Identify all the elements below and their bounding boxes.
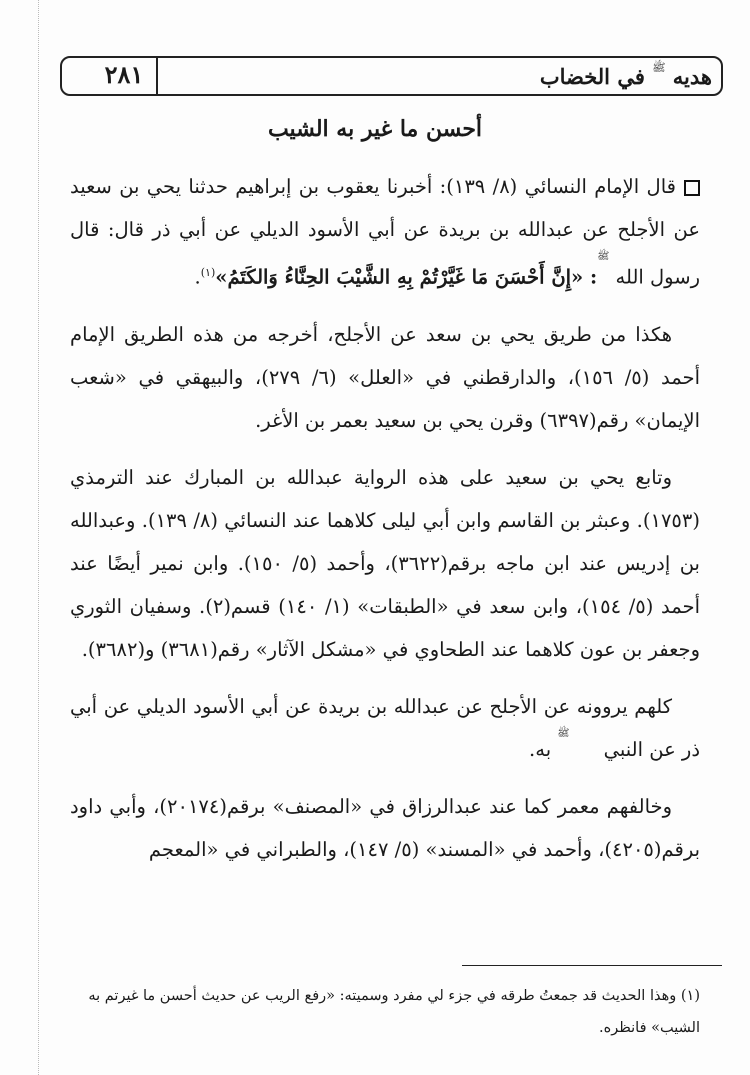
body-text: [70, 165, 700, 885]
square-bullet-icon: [684, 180, 700, 196]
footnote-reference: (١): [200, 266, 216, 279]
paragraph-1: [70, 165, 700, 299]
running-head-text: هديه: [672, 64, 712, 89]
running-head: [540, 62, 712, 92]
honorific-icon: ﷺ: [652, 61, 666, 74]
paragraph-4-text: كلهم يروونه عن الأجلح عن عبدالله بن بريدة عن أبي الأسود الديلي عن أبي ذر عن النبي: [70, 694, 700, 761]
paragraph-2: هكذا من طريق يحي بن سعد عن الأجلح، أخرجه من هذه الطريق الإمام أحمد (٥/ ١٥٦)، والدارقطني في «العلل» (٦/ ٢٧٩)، والبيهقي في «شعب الإيمان» رقم(٦٣٩٧) وقرن يحي بن سعيد بعمر بن الأغر.: [70, 322, 700, 432]
paragraph-4: [70, 685, 700, 771]
honorific-icon: ﷺ: [557, 727, 570, 739]
footnote: [70, 980, 700, 1044]
footnote-text: وهذا الحديث قد جمعتُ طرقه في جزء لي مفرد وسميته: «رفع الريب عن حديث أحسن ما غيرتم به الشيب» فانظره.: [88, 988, 700, 1036]
page-number: ٢٨١: [92, 58, 158, 94]
paragraph-3: وتابع يحي بن سعيد على هذه الرواية عبدالله بن المبارك عند الترمذي (١٧٥٣). وعبثر بن القاسم وابن أبي ليلى كلاهما عند النسائي (٨/ ١٣٩). وعبدالله بن إدريس عند ابن ماجه برقم(٣٦٢٢)، وأحمد (٥/ ١٥٠). وابن نمير أيضًا عند أحمد (٥/ ١٥٤)، وابن سعد في «الطبقات» (١/ ١٤٠) قسم(٢). وسفيان الثوري وجعفر بن عون كلاهما عند الطحاوي في «مشكل الآثار» رقم(٣٦٨١) و(٣٦٨٢).: [70, 465, 700, 661]
paragraph-1-text: قال الإمام النسائي (٨/ ١٣٩): أخبرنا يعقوب بن إبراهيم حدثنا يحي بن سعيد عن الأجلح عن عبدالله بن بريدة عن أبي الأسود الديلي عن أبي ذر قال: قال رسول الله: [70, 175, 700, 289]
paragraph-5: وخالفهم معمر كما عند عبدالرزاق في «المصنف» برقم(٢٠١٧٤)، وأبي داود برقم(٤٢٠٥)، وأحمد في «المسند» (٥/ ١٤٧)، والطبراني في «المعجم: [70, 794, 700, 861]
hadith-quote: : «إِنَّ أَحْسَنَ مَا غَيَّرْتُمْ بِهِ الشَّيْبَ الحِنَّاءُ وَالكَتَمُ»: [215, 265, 598, 289]
paragraph-1-end: .: [194, 265, 201, 289]
chapter-title: أحسن ما غير به الشيب: [267, 116, 483, 142]
honorific-icon: ﷺ: [597, 251, 610, 262]
running-head-rest: في الخضاب: [539, 64, 645, 89]
footnote-marker: (١): [680, 988, 700, 1004]
footnote-divider: [462, 965, 722, 966]
page-edge-line: [38, 0, 39, 1075]
paragraph-4-end: به.: [529, 737, 552, 761]
